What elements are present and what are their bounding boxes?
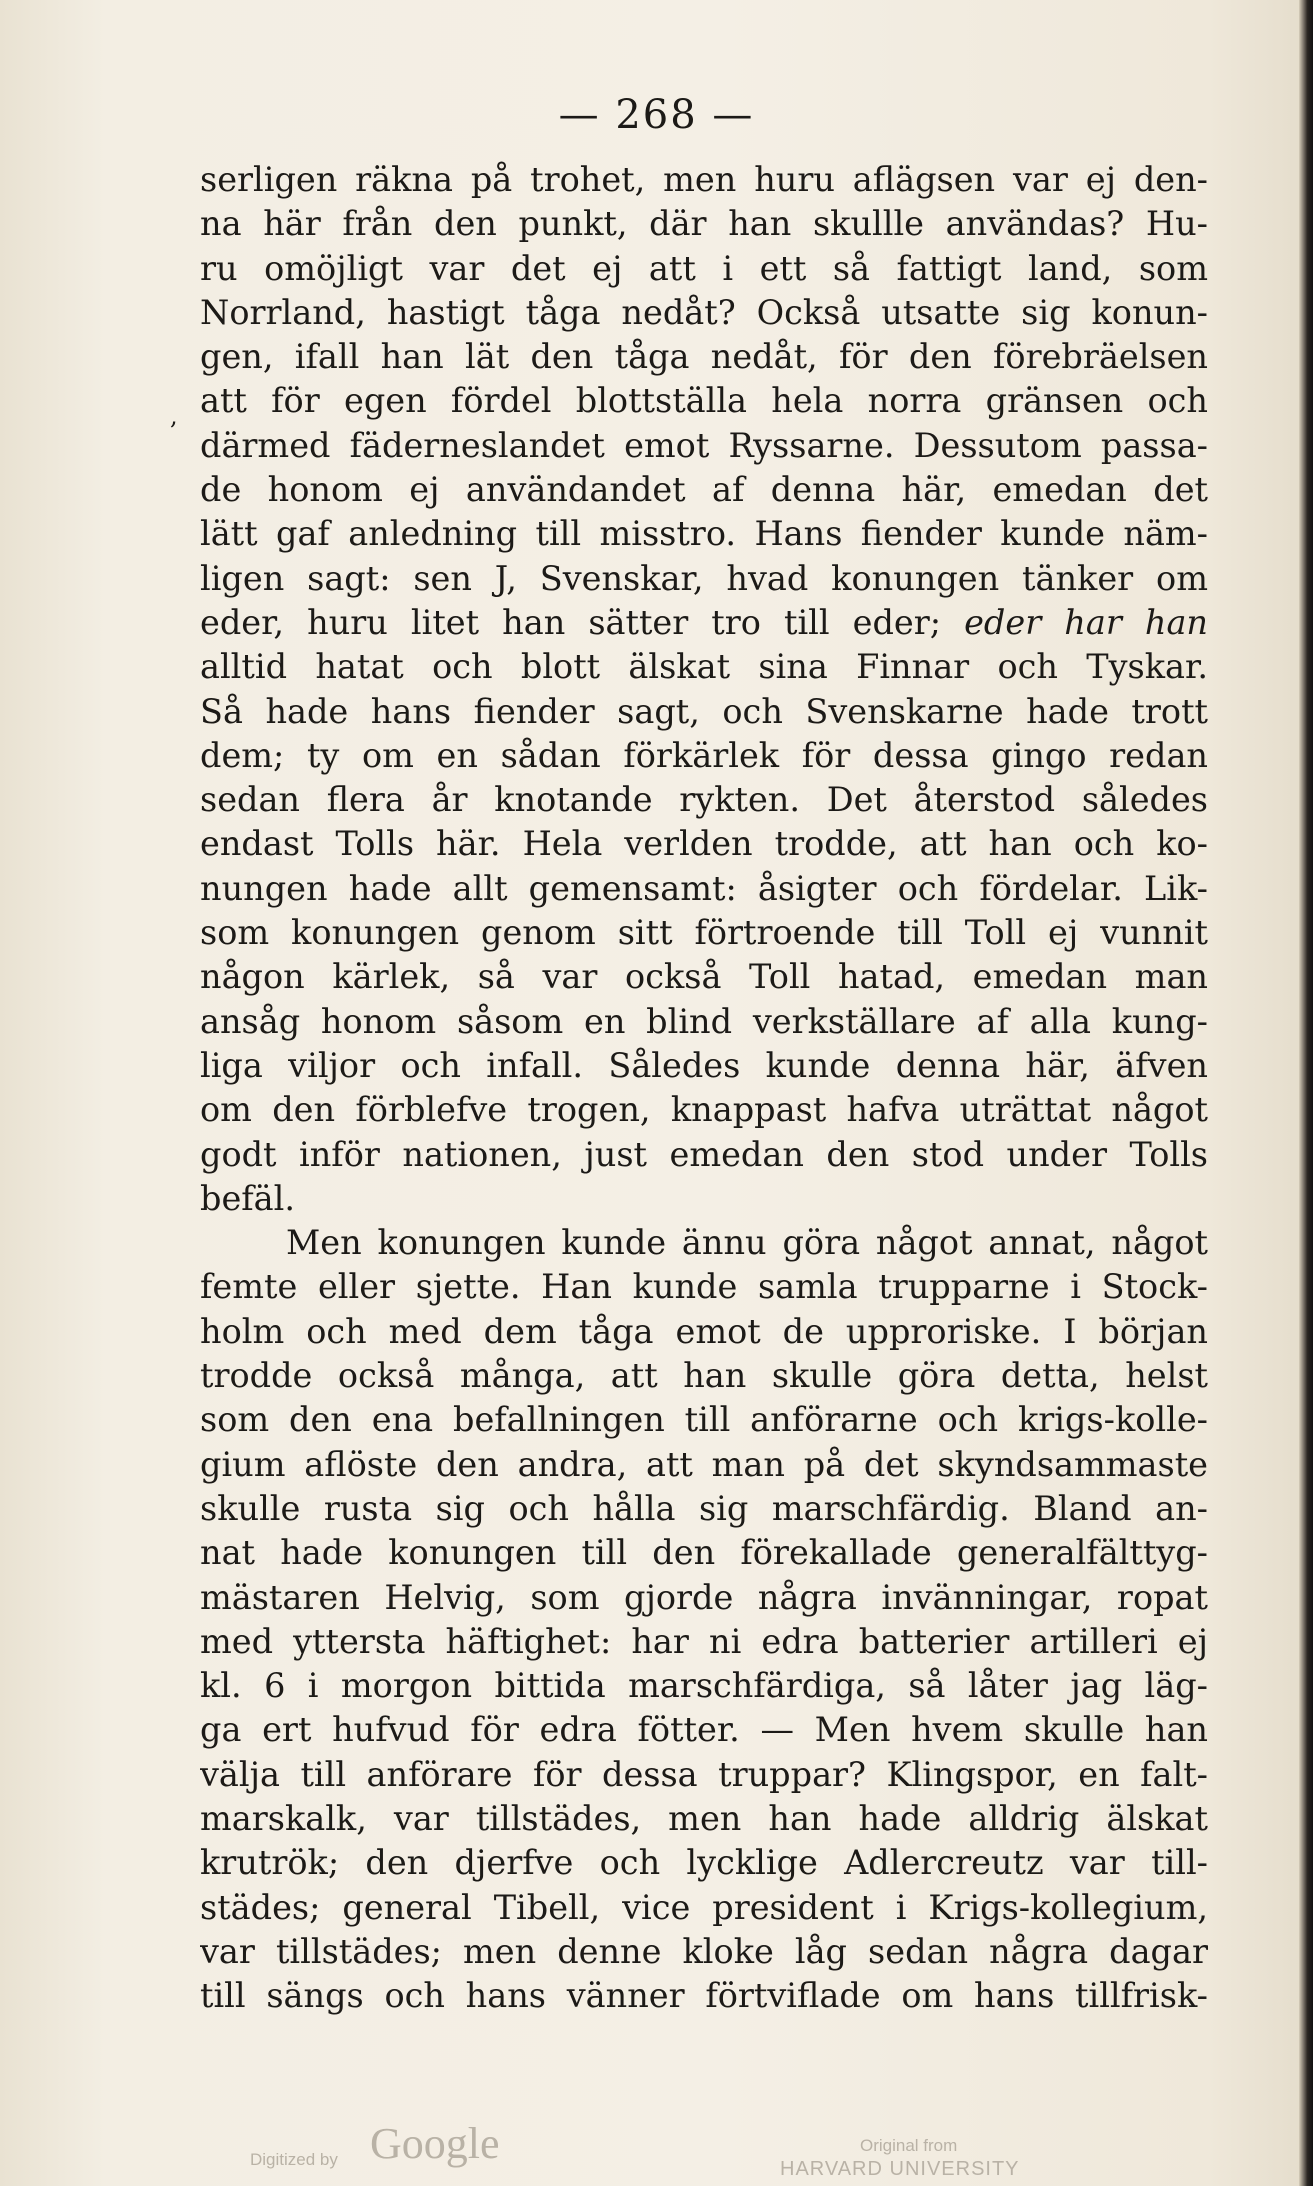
text-segment: eder, huru litet han sätter tro till eder; — [200, 602, 942, 642]
text-line: nat hade konungen till den förekallade generalfälttyg- — [200, 1533, 1208, 1573]
body-text — [200, 158, 1208, 2018]
text-line: att för egen fördel blottställa hela norra gränsen och — [200, 381, 1208, 421]
text-line: någon kärlek, så var också Toll hatad, emedan man — [200, 957, 1208, 997]
text-line: holm och med dem tåga emot de upproriske. I början — [200, 1311, 1208, 1351]
text-line: var tillstädes; men denne kloke låg sedan några dagar — [200, 1931, 1208, 1971]
italic-segment: eder har han — [964, 602, 1208, 642]
text-line: marskalk, var tillstädes, men han hade alldrig älskat — [200, 1798, 1208, 1838]
text-line: som konungen genom sitt förtroende till Toll ej vunnit — [200, 913, 1208, 953]
text-line: endast Tolls här. Hela verlden trodde, att han och ko- — [200, 824, 1208, 864]
text-line: kl. 6 i morgon bittida marschfärdiga, så låter jag läg- — [200, 1666, 1208, 1706]
text-line: skulle rusta sig och hålla sig marschfärdig. Bland an- — [200, 1488, 1208, 1528]
text-line: därmed fäderneslandet emot Ryssarne. Dessutom passa- — [200, 425, 1208, 465]
text-line: mästaren Helvig, som gjorde några invänningar, ropat — [200, 1577, 1208, 1617]
text-line: dem; ty om en sådan förkärlek för dessa gingo redan — [200, 735, 1208, 775]
text-line-mixed — [200, 601, 1208, 645]
margin-mark: , — [170, 402, 178, 430]
text-line: liga viljor och infall. Således kunde denna här, äfven — [200, 1045, 1208, 1085]
text-line: de honom ej användandet af denna här, emedan det — [200, 470, 1208, 510]
paragraph-start: Men konungen kunde ännu göra något annat, något — [286, 1223, 1208, 1263]
text-line: gen, ifall han lät den tåga nedåt, för den förebräelsen — [200, 337, 1208, 377]
text-line: femte eller sjette. Han kunde samla trupparne i Stock- — [200, 1267, 1208, 1307]
page-edge-shadow — [1299, 0, 1313, 2186]
text-line: som den ena befallningen till anförarne och krigs-kolle- — [200, 1400, 1208, 1440]
text-line: städes; general Tibell, vice president i Krigs-kollegium, — [200, 1887, 1208, 1927]
text-line-italic: alltid hatat och blott älskat sina Finnar och Tyskar. — [200, 647, 1208, 687]
text-line: nungen hade allt gemensamt: åsigter och fördelar. Lik- — [200, 868, 1208, 908]
text-line: Så hade hans fiender sagt, och Svenskarne hade trott — [200, 691, 1208, 731]
text-line: ga ert hufvud för edra fötter. — Men hvem skulle han — [200, 1710, 1208, 1750]
digitized-by-label: Digitized by — [250, 2150, 338, 2169]
text-line: Norrland, hastigt tåga nedåt? Också utsatte sig konun- — [200, 292, 1208, 332]
google-logo: Google — [370, 2119, 500, 2168]
text-line: om den förblefve trogen, knappast hafva uträttat något — [200, 1090, 1208, 1130]
text-line: välja till anförare för dessa truppar? Klingspor, en falt- — [200, 1754, 1208, 1794]
text-line: serligen räkna på trohet, men huru aflägsen var ej den- — [200, 160, 1208, 199]
text-line: sedan flera år knotande rykten. Det återstod således — [200, 780, 1208, 820]
original-from-label: Original from — [860, 2136, 958, 2155]
text-line: krutrök; den djerfve och lycklige Adlercreutz var till- — [200, 1843, 1208, 1883]
text-line: med yttersta häftighet: har ni edra batterier artilleri ej — [200, 1621, 1208, 1661]
text-line: ru omöjligt var det ej att i ett så fattigt land, som — [200, 248, 1208, 288]
text-line: ligen sagt: sen J, Svenskar, hvad konungen tänker om — [200, 558, 1208, 598]
text-line: trodde också många, att han skulle göra detta, helst — [200, 1356, 1208, 1396]
text-line: ansåg honom såsom en blind verkställare af alla kung- — [200, 1001, 1208, 1041]
text-line: gium aflöste den andra, att man på det skyndsammaste — [200, 1444, 1208, 1484]
text-line: na här från den punkt, där han skullle användas? Hu- — [200, 204, 1208, 244]
text-line: till sängs och hans vänner förtviflade om hans tillfrisk- — [200, 1976, 1208, 2016]
text-line: befäl. — [200, 1178, 296, 1218]
institution-label: HARVARD UNIVERSITY — [780, 2158, 1020, 2180]
page-number: — 268 — — [558, 92, 755, 138]
text-line: lätt gaf anledning till misstro. Hans fiender kunde näm- — [200, 514, 1208, 554]
text-line: godt inför nationen, just emedan den stod under Tolls — [200, 1134, 1208, 1174]
